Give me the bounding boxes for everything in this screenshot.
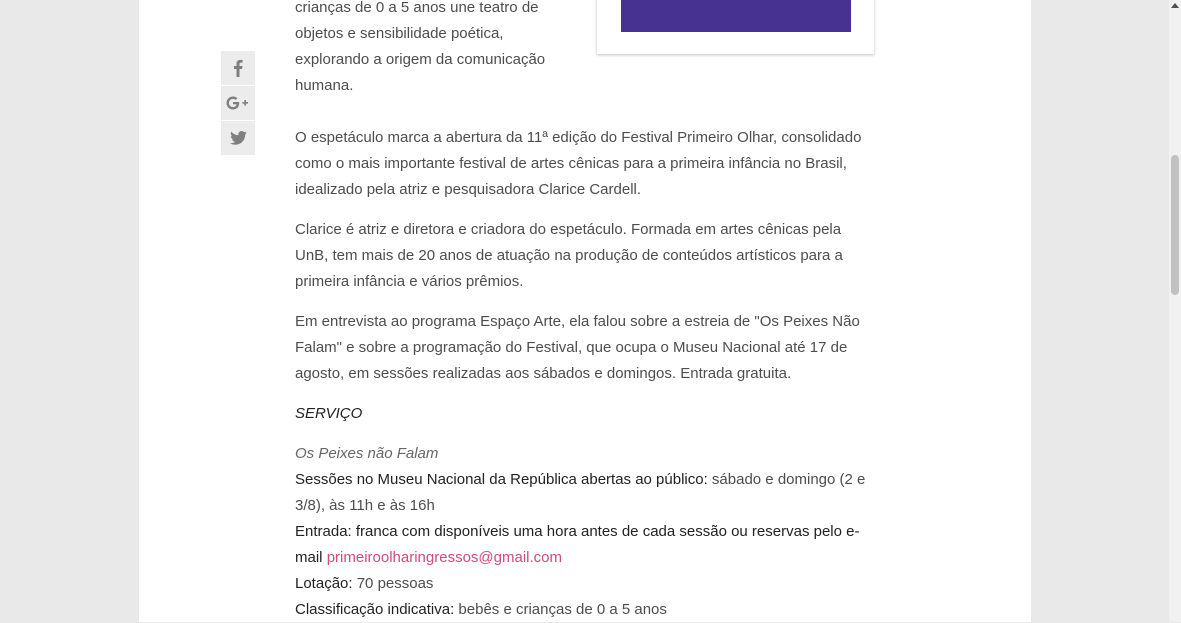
rating-label: Classificação indicativa: — [295, 601, 455, 618]
sessions-value: sábado e domingo (2 e 3/8), às 11h e às 16h — [295, 471, 866, 514]
google-plus-icon — [226, 96, 250, 110]
sessions-info — [295, 467, 870, 519]
twitter-icon — [230, 131, 247, 145]
article-body — [295, 125, 870, 623]
intro-line: humana. — [295, 77, 354, 94]
share-bar — [221, 51, 255, 156]
share-twitter-button[interactable] — [221, 121, 255, 155]
article-paragraph: Em entrevista ao programa Espaço Arte, ela falou sobre a estreia de "Os Peixes Não Falam" e sobre a programação do Festival, que ocupa o Museu Nacional até 17 de agosto, em sessões realizadas aos sábados e domingos. Entrada gratuita. — [295, 313, 860, 382]
entry-email-link[interactable]: primeiroolharingressos@gmail.com — [326, 549, 562, 566]
scroll-up-arrow-icon[interactable] — [1171, 3, 1179, 8]
share-google-plus-button[interactable] — [221, 86, 255, 120]
facebook-icon — [233, 59, 243, 77]
sessions-label: Sessões no Museu Nacional da República abertas ao público: — [295, 471, 708, 488]
intro-line: crianças de 0 a 5 anos une teatro de — [295, 0, 539, 16]
rating-value: bebês e crianças de 0 a 5 anos — [454, 601, 667, 618]
service-details — [295, 441, 870, 623]
capacity-info — [295, 571, 870, 597]
article-paragraph: Clarice é atriz e diretora e criadora do espetáculo. Formada em artes cênicas pela UnB, tem mais de 20 anos de atuação na produção de conteúdos artísticos para a primeira infância e vários prêmios. — [295, 221, 843, 290]
intro-line: objetos e sensibilidade poética, — [295, 25, 504, 42]
article-image-card — [597, 0, 874, 54]
scrollbar-thumb[interactable] — [1171, 155, 1179, 295]
vertical-scrollbar[interactable] — [1169, 0, 1181, 622]
show-title: Os Peixes não Falam — [295, 445, 439, 462]
capacity-label: Lotação: — [295, 575, 353, 592]
article-intro — [295, 0, 565, 99]
entry-info — [295, 519, 870, 571]
intro-line: explorando a origem da comunicação — [295, 51, 546, 68]
capacity-value: 70 pessoas — [352, 575, 434, 592]
service-heading: SERVIÇO — [295, 405, 363, 422]
article-paragraph: O espetáculo marca a abertura da 11ª edição do Festival Primeiro Olhar, consolidado como o mais importante festival de artes cênicas para a primeira infância no Brasil, idealizado pela atriz e pesquisadora Clarice Cardell. — [295, 129, 862, 198]
entry-label: Entrada: franca com disponíveis uma hora antes de cada sessão ou reservas pelo e-mail — [295, 523, 860, 566]
article-image[interactable] — [621, 0, 851, 32]
share-facebook-button[interactable] — [221, 51, 255, 85]
rating-info — [295, 597, 870, 623]
